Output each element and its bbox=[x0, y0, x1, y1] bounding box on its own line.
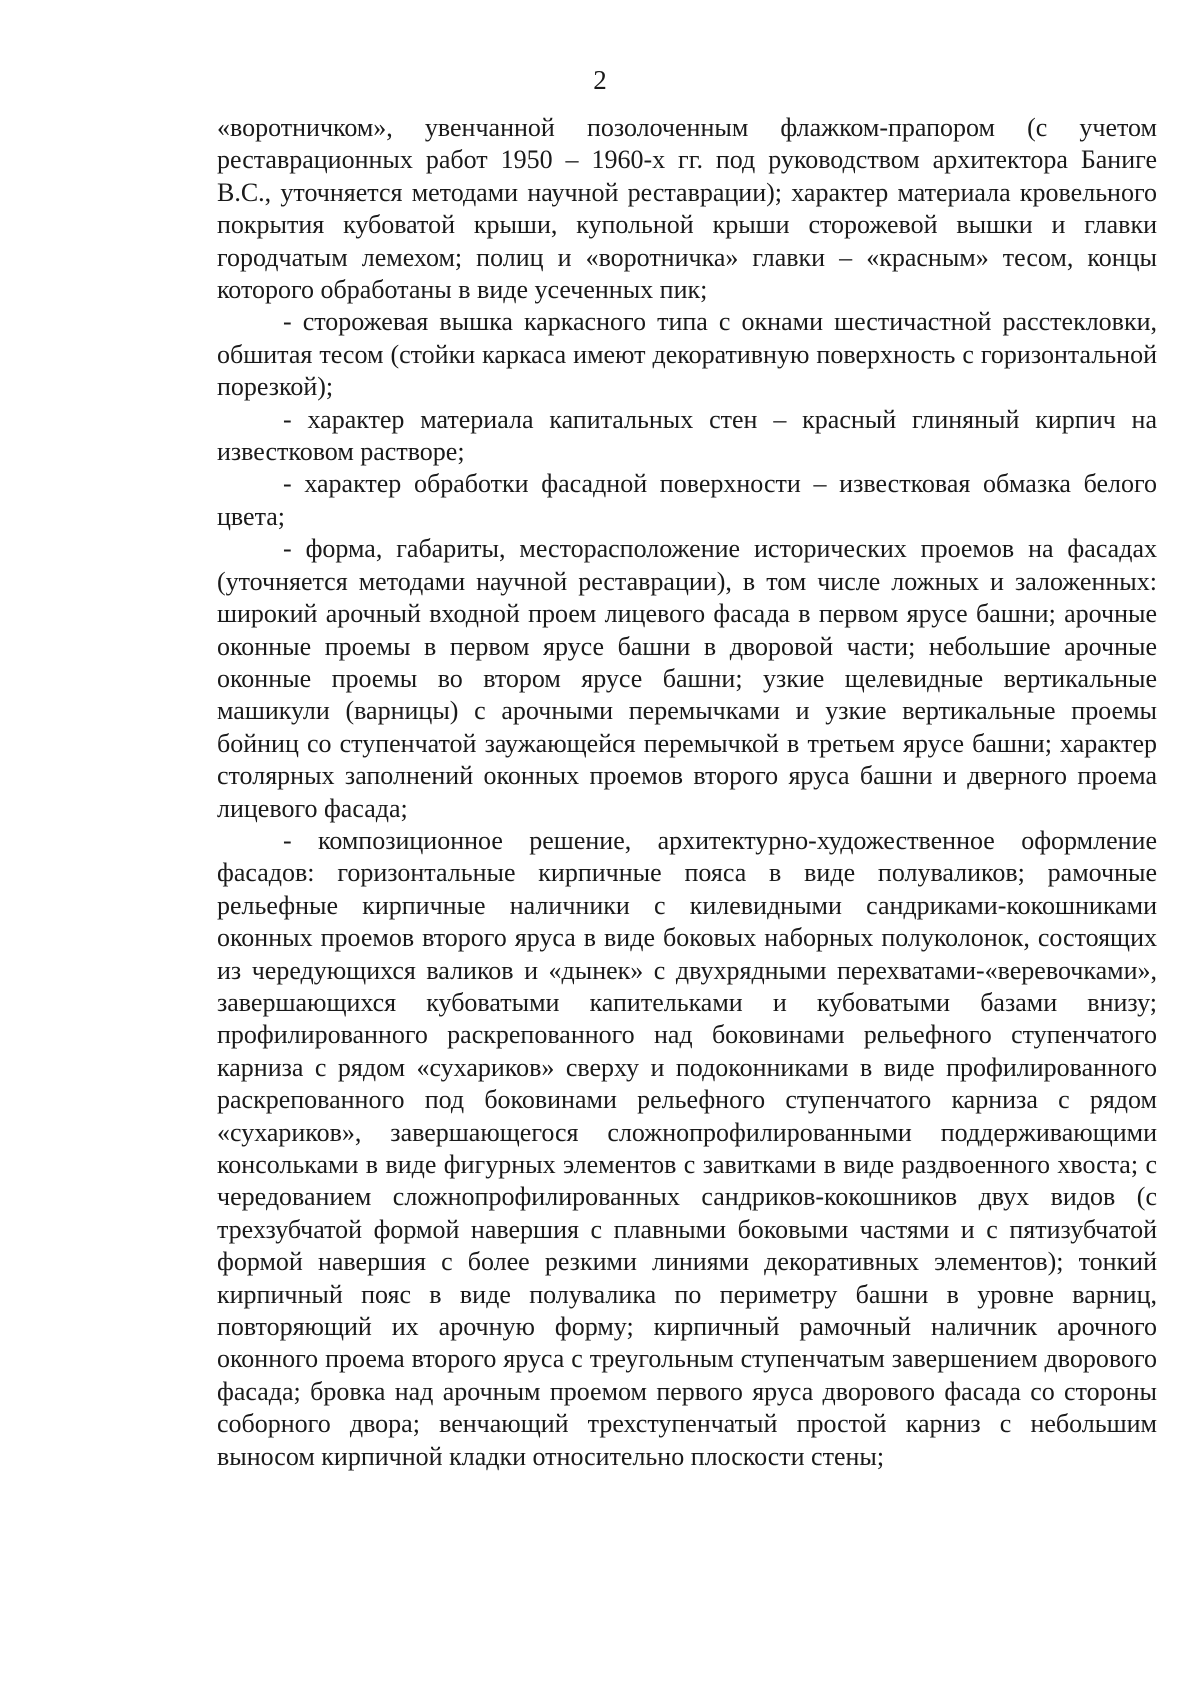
page-number: 2 bbox=[593, 65, 607, 95]
paragraph-facade-finish: - характер обработки фасадной поверхности – известковая обмазка белого цвета; bbox=[217, 469, 1157, 531]
paragraph-facade-decoration: - композиционное решение, архитектурно-художественное оформление фасадов: горизонтальные кирпичные пояса в виде полуваликов; рамочные рельефные кирпичные наличники с килевидными сандриками-кокошниками оконных проемов второго яруса в виде боковых наборных полуколонок, состоящих из чередующихся валиков и «дынек» с двухрядными перехватами-«веревочками», завершающихся кубоватыми капительками и кубоватыми базами внизу; профилированного раскрепованного над боковинами рельефного ступенчатого карниза с рядом «сухариков» сверху и подоконниками в виде профилированного раскрепованного под боковинами рельефного ступенчатого карниза с рядом «сухариков», завершающегося сложнопрофилированными поддерживающими консольками в виде фигурных элементов с завитками в виде раздвоенного хвоста; с чередованием сложнопрофилированных сандриков-кокошников двух видов (с трехзубчатой формой навершия с плавными боковыми частями и с пятизубчатой формой навершия с более резкими линиями декоративных элементов); тонкий кирпичный пояс в виде полувалика по периметру башни в уровне варниц, повторяющий их арочную форму; кирпичный рамочный наличник арочного оконного проема второго яруса с треугольным ступенчатым завершением дворового фасада; бровка над арочным проемом первого яруса дворового фасада со стороны соборного двора; венчающий трехступенчатый простой карниз с небольшим выносом кирпичной кладки относительно плоскости стены; bbox=[217, 825, 1157, 1471]
paragraph-continuation: «воротничком», увенчанной позолоченным флажком-прапором (с учетом реставрационных работ 1950 – 1960-х гг. под руководством архитектора Баниге В.С., уточняется методами научной реставрации); характер материала кровельного покрытия кубоватой крыши, купольной крыши сторожевой вышки и главки городчатым лемехом; полиц и «воротничка» главки – «красным» тесом, концы которого обработаны в виде усеченных пик; bbox=[217, 113, 1157, 305]
paragraph-watchtower: - сторожевая вышка каркасного типа с окнами шестичастной расстекловки, обшитая тесом (стойки каркаса имеют декоративную поверхность с горизонтальной порезкой); bbox=[217, 307, 1157, 402]
paragraph-openings: - форма, габариты, месторасположение исторических проемов на фасадах (уточняется методами научной реставрации), в том числе ложных и заложенных: широкий арочный входной проем лицевого фасада в первом ярусе башни; арочные оконные проемы в первом ярусе башни в дворовой части; небольшие арочные оконные проемы во втором ярусе башни; узкие щелевидные вертикальные машикули (варницы) с арочными перемычками и узкие вертикальные проемы бойниц со ступенчатой заужающейся перемычкой в третьем ярусе башни; характер столярных заполнений оконных проемов второго яруса башни и дверного проема лицевого фасада; bbox=[217, 534, 1157, 823]
document-body bbox=[217, 112, 1157, 1473]
paragraph-wall-material: - характер материала капитальных стен – красный глиняный кирпич на известковом растворе; bbox=[217, 404, 1157, 467]
